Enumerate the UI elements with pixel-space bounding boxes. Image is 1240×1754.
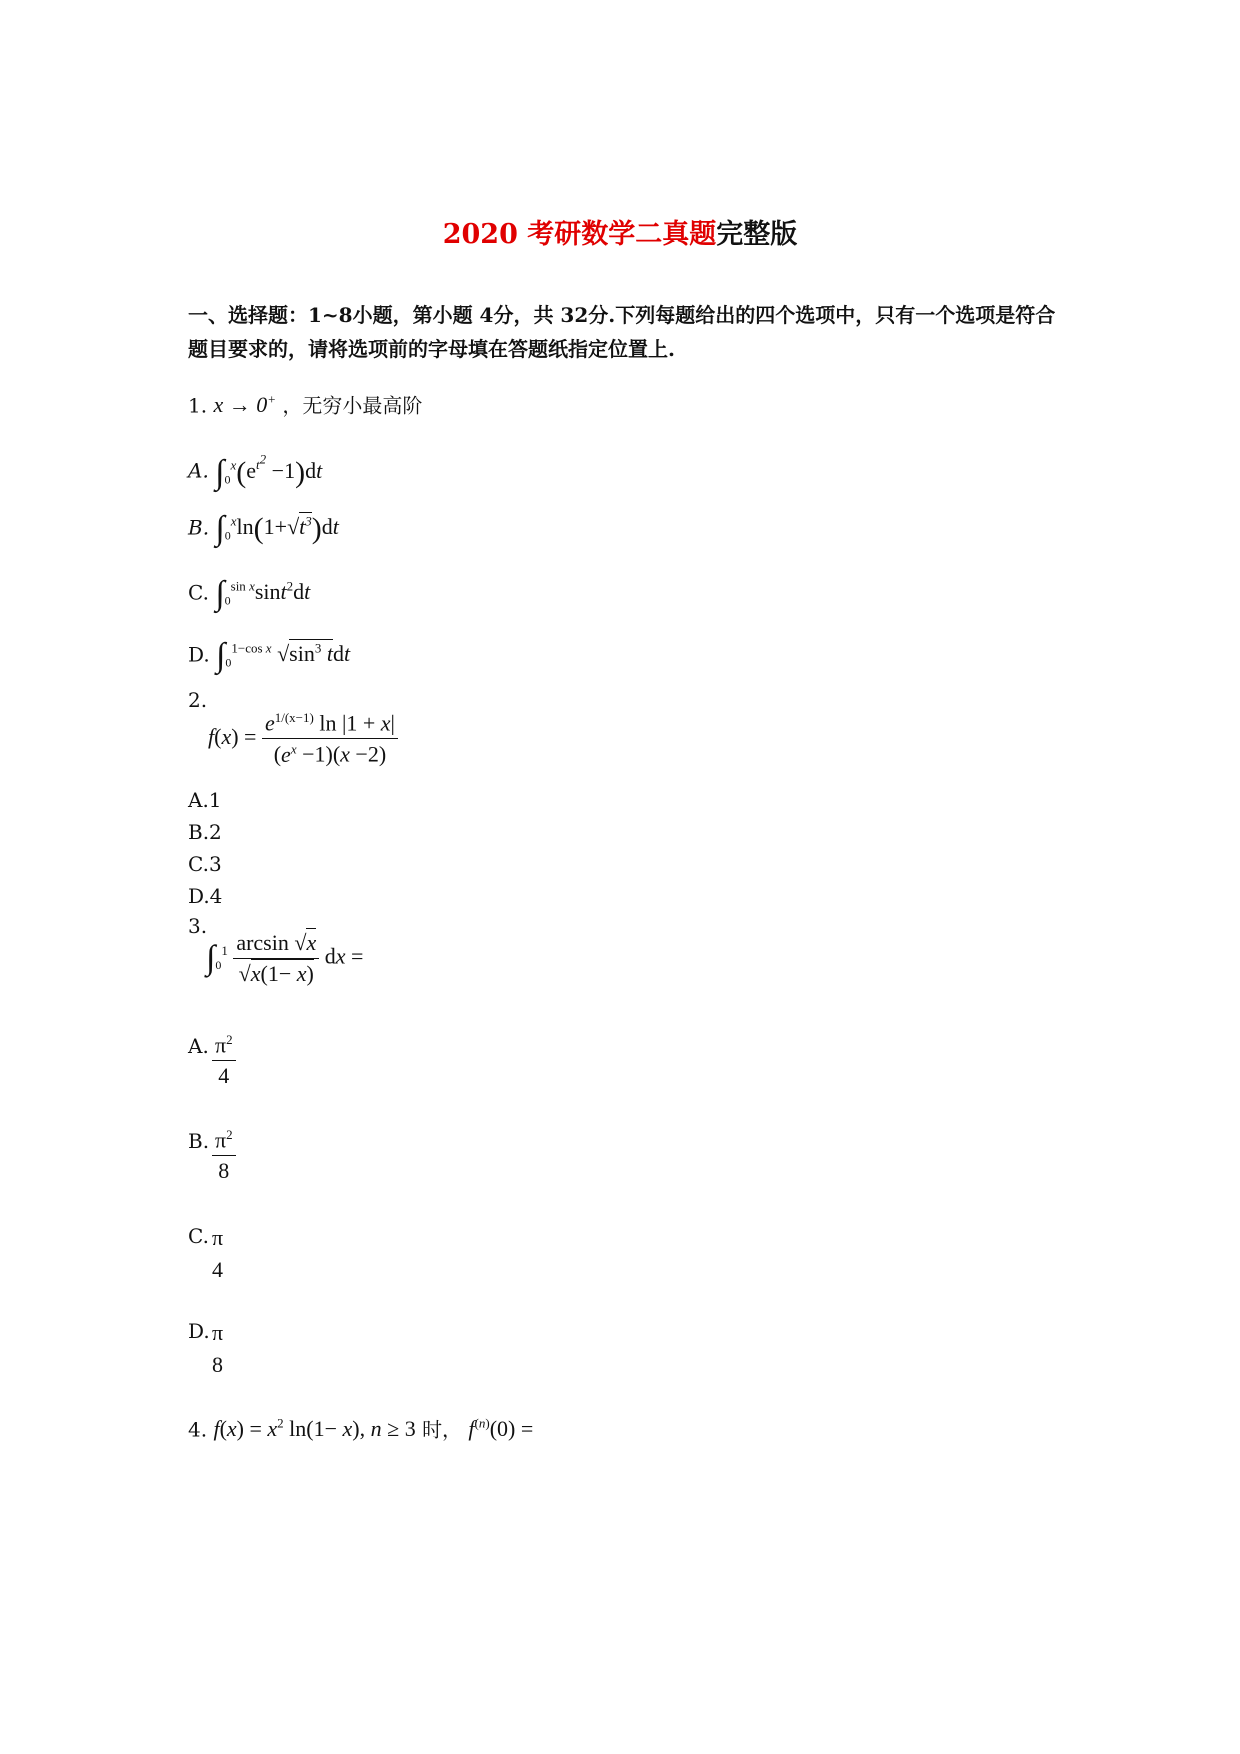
q1-option-a-formula: $\int_0^x(e^{t^2} -1)dt$ xyxy=(215,452,323,491)
q2-option-b: B.2 xyxy=(188,820,222,844)
q2-option-d: D.4 xyxy=(188,884,223,908)
q3-option-d-label: D. xyxy=(188,1319,210,1343)
q1-limit: x → 0+ xyxy=(213,392,276,418)
q4-number: 4. xyxy=(188,1417,208,1442)
page-title xyxy=(0,212,1240,251)
q4-condition: 时， xyxy=(422,1417,463,1442)
q1-option-b xyxy=(188,510,339,548)
q1-option-c xyxy=(188,575,310,613)
q1-number: 1. xyxy=(188,393,208,418)
q3-option-a-denominator: 4 xyxy=(218,1063,230,1089)
q1-option-d-formula: $\int_0^{1-cos x}$ $√\sin^3$ tdt xyxy=(216,637,351,675)
q1-option-b-label: B. xyxy=(188,515,210,540)
q1-stem xyxy=(188,388,422,417)
q3-option-b-formula: $\frac{\pi^2}{8}$ xyxy=(212,1127,236,1184)
q4-stem xyxy=(188,1412,533,1441)
q1-option-a xyxy=(188,448,322,491)
q3-option-b-denominator: 8 xyxy=(218,1158,230,1184)
q3-option-b-label: B. xyxy=(188,1129,210,1153)
q1-option-d-label: D. xyxy=(188,642,210,667)
q3-option-c-denominator: 4 xyxy=(212,1257,223,1282)
title-red: 2020 考研数学二真题 xyxy=(442,219,717,250)
q1-text: ，无穷小最高阶 xyxy=(282,393,423,418)
q3-option-a-formula: $\frac{\pi^2}{4}$ xyxy=(212,1032,236,1089)
q3-option-c-label: C. xyxy=(188,1224,209,1248)
q3-option-d-denominator: 8 xyxy=(212,1352,223,1377)
q4-function: $f(x) = x^2$ ln(1− x), n ≥ 3 xyxy=(213,1416,416,1442)
q2-option-c: C.3 xyxy=(188,852,222,876)
q2-option-a: A.1 xyxy=(188,788,222,812)
q3-option-c-formula: π 4 xyxy=(212,1222,223,1286)
q1-option-d xyxy=(188,637,350,675)
q2-number: 2. xyxy=(188,688,208,712)
q2-formula: f(x) = $\frac{e^{1/(x-1)} \ln |1 + x|}{(e^x -1)(x -2)}$ xyxy=(208,710,398,768)
q1-option-b-formula: $\int_0^x\ln(1+√t^3)dt$ xyxy=(215,510,339,548)
q3-number: 3. xyxy=(188,914,208,938)
q3-option-a-label: A. xyxy=(188,1034,209,1058)
q1-option-c-label: C. xyxy=(188,580,209,605)
q4-derivative: $f^{(n)}(0)$ = xyxy=(468,1416,534,1442)
q3-formula: $\int_0^1$ $\frac{\arcsin √x}{√x(1- x)}$ dx = xyxy=(206,930,364,986)
section-heading: 一、选择题：1~8小题，第小题 4分，共 32分.下列每题给出的四个选项中，只有一个选项是符合题目要求的，请将选项前的字母填在答题纸指定位置上. xyxy=(188,303,1056,361)
title-black: 完整版 xyxy=(716,219,798,250)
q1-option-c-formula: $\int_0^{sin x}\sin t^2dt$ xyxy=(215,575,311,613)
q3-option-d-formula: π 8 xyxy=(212,1317,223,1381)
q1-option-a-label: A. xyxy=(188,458,209,483)
